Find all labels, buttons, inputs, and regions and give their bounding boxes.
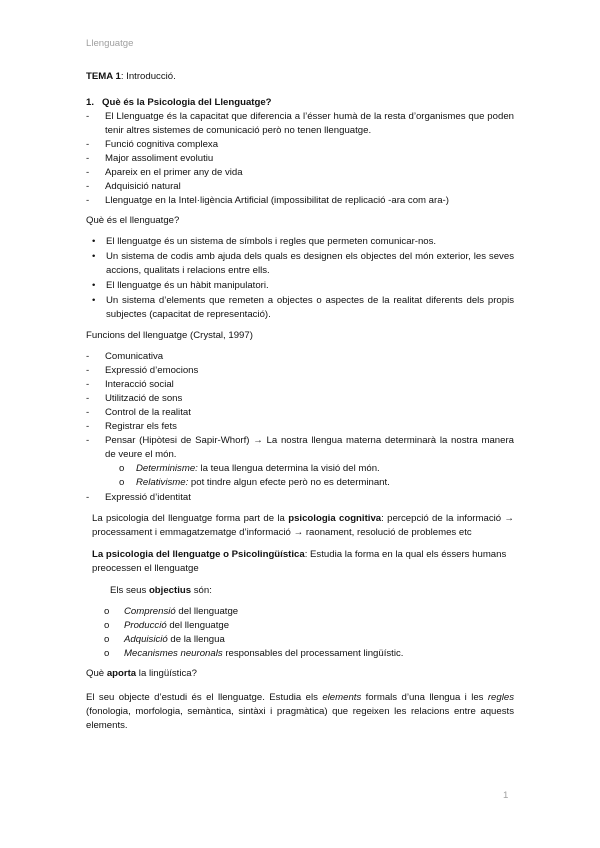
bullet-icon: • <box>92 236 96 247</box>
bullet-icon: • <box>92 280 96 291</box>
list-item: - Pensar (Hipòtesi de Sapir-Whorf) → La nostra llengua materna determinarà la nostra manera de veure el món. <box>86 435 514 460</box>
bullet-icon: • <box>92 251 96 262</box>
running-header: Llenguatge <box>86 38 134 49</box>
list-item: - Control de la realitat <box>86 407 191 418</box>
list-item: - Utilització de sons <box>86 393 183 404</box>
list-item: - Llenguatge en la Intel·ligència Artificial (impossibilitat de replicació -ara com ara-) <box>86 195 449 206</box>
document-body <box>86 70 514 733</box>
section3-heading: Funcions del llenguatge (Crystal, 1997) <box>86 330 253 341</box>
list-item: - Funció cognitiva complexa <box>86 139 219 150</box>
paragraph-psicolinguistica: La psicologia del llenguatge o Psicolingüística: Estudia la forma en la qual els éssers humans preocessen el llenguatge <box>92 549 507 574</box>
list-item: - Adquisició natural <box>86 181 181 192</box>
bullet-icon: • <box>92 295 96 306</box>
paragraph-cognitiva: La psicologia del llenguatge forma part de la psicologia cognitiva: percepció de la informació → processament i emmagatzematge d’informació → raonament, resolució de problemes etc <box>92 513 515 538</box>
section1-list <box>86 110 514 208</box>
arrow-right-icon: → <box>253 435 263 446</box>
page-number: 1 <box>503 790 509 801</box>
section2-heading: Què és el llenguatge? <box>86 215 180 226</box>
list-item: - Major assoliment evolutiu <box>86 153 214 164</box>
list-item: - Interacció social <box>86 379 174 390</box>
list-item: - Apareix en el primer any de vida <box>86 167 243 178</box>
list-item: o Producció del llenguatge <box>104 620 230 631</box>
arrow-right-icon: → <box>293 527 304 538</box>
list-item: • Un sistema de codis amb ajuda dels quals es designen els objectes del món exterior, les seves accions, qualitats i relacions entre ells. <box>92 251 514 276</box>
sub-list-item: o Determinisme: la teua llengua determina la visió del món. <box>119 463 380 474</box>
arrow-right-icon: → <box>504 513 515 524</box>
tema-title: TEMA 1: Introducció. <box>86 71 176 82</box>
list-item: o Comprensió del llenguatge <box>104 606 239 617</box>
list-item: - Expressió d’emocions <box>86 365 199 376</box>
list-item: - El Llenguatge és la capacitat que diferencia a l’ésser humà de la resta d’organismes que poden tenir altres sistemes de comunicació però no tenen llenguatge. <box>86 111 514 136</box>
section3-list <box>86 350 514 505</box>
aporta-heading: Què aporta la lingüística? <box>86 668 197 679</box>
list-item: o Mecanismes neuronals responsables del processament lingüístic. <box>104 648 404 659</box>
list-item: o Adquisició de la llengua <box>104 634 225 645</box>
list-item: • El llenguatge és un sistema de símbols i regles que permeten comunicar-nos. <box>92 236 437 247</box>
list-item: - Expressió d’identitat <box>86 492 191 503</box>
list-item: - Comunicativa <box>86 351 164 362</box>
list-item: • El llenguatge és un hàbit manipulatori. <box>92 280 269 291</box>
section1-heading: 1. Què és la Psicologia del Llenguatge? <box>86 97 272 108</box>
objectius-intro: Els seus objectius són: <box>110 585 212 596</box>
list-item: • Un sistema d’elements que remeten a objectes o aspectes de la realitat diferents dels propis subjectes (capacitat de representació). <box>92 295 514 320</box>
section2-list <box>86 235 514 322</box>
sub-list-item: o Relativisme: pot tindre algun efecte però no es determinant. <box>119 477 390 488</box>
list-item: - Registrar els fets <box>86 421 177 432</box>
objectius-list <box>86 605 514 661</box>
paragraph-linguistica: El seu objecte d’estudi és el llenguatge. Estudia els elements formals d’una llengua i les regles (fonologia, morfologia, semàntica, sintàxi i pragmàtica) que regeixen les relacions entre aquests elements. <box>86 692 514 731</box>
